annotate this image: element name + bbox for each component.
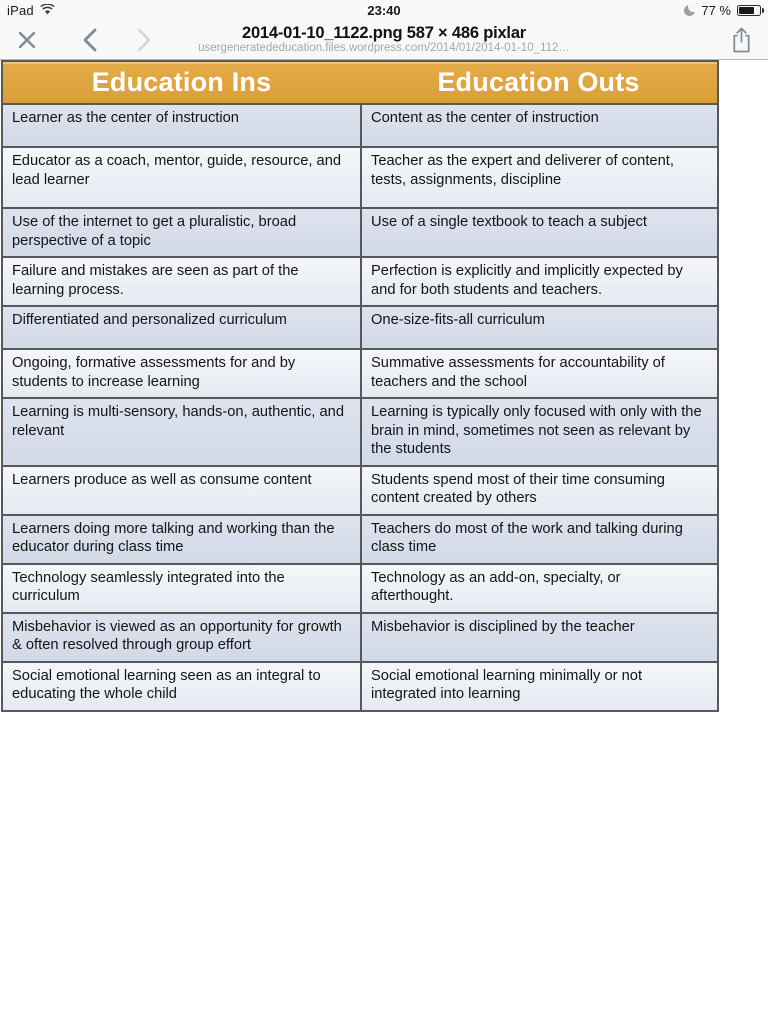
cell-education-out: Misbehavior is disciplined by the teacher: [360, 614, 717, 661]
cell-education-in: Learner as the center of instruction: [12, 110, 239, 126]
table-body: [3, 103, 717, 710]
image-url: usergeneratededucation.files.wordpress.com/2014/01/2014-01-10_112…: [198, 42, 570, 54]
cell-education-out: Students spend most of their time consuming content created by others: [360, 467, 717, 514]
status-bar: [0, 0, 768, 20]
cell-education-out: One-size-fits-all curriculum: [360, 307, 717, 348]
table-row: [3, 146, 717, 207]
cell-education-in: Educator as a coach, mentor, guide, resource, and lead learner: [12, 153, 342, 188]
education-comparison-image[interactable]: [1, 60, 719, 712]
cell-education-in: Technology seamlessly integrated into the curriculum: [12, 569, 285, 604]
battery-icon: [737, 5, 761, 16]
battery-fill: [739, 7, 754, 14]
cell-education-in: Use of the internet to get a pluralistic, broad perspective of a topic: [12, 214, 297, 249]
cell-education-in: Learners doing more talking and working than the educator during class time: [12, 520, 335, 555]
table-row: [3, 612, 717, 661]
chevron-right-icon: [137, 28, 152, 52]
image-viewer-content: [0, 60, 768, 712]
cell-education-out: Perfection is explicitly and implicitly expected by and for both students and teachers.: [360, 258, 717, 305]
status-bar-right: [684, 3, 761, 18]
column-header-education-ins: Education Ins: [91, 67, 272, 97]
table-row: [3, 207, 717, 256]
table-row: [3, 661, 717, 710]
cell-education-in: Social emotional learning seen as an integral to educating the whole child: [12, 667, 321, 702]
image-viewer-toolbar: [0, 20, 768, 60]
forward-button[interactable]: [131, 22, 158, 58]
table-row: [3, 465, 717, 514]
cell-education-out: Technology as an add-on, specialty, or afterthought.: [360, 565, 717, 612]
clock: 23:40: [367, 2, 401, 18]
share-icon: [730, 26, 753, 54]
do-not-disturb-moon-icon: [684, 5, 695, 16]
close-button[interactable]: [10, 22, 44, 58]
column-header-education-outs: Education Outs: [437, 67, 640, 97]
cell-education-in: Learning is multi-sensory, hands-on, authentic, and relevant: [12, 404, 345, 439]
cell-education-in: Failure and mistakes are seen as part of the learning process.: [12, 263, 299, 298]
cell-education-in: Differentiated and personalized curriculum: [12, 312, 287, 328]
table-row: [3, 514, 717, 563]
table-row: [3, 256, 717, 305]
back-button[interactable]: [76, 22, 103, 58]
cell-education-out: Social emotional learning minimally or not integrated into learning: [360, 663, 717, 710]
image-title: 2014-01-10_1122.png 587 × 486 pixlar: [241, 24, 527, 42]
cell-education-in: Misbehavior is viewed as an opportunity for growth & often resolved through group effort: [12, 618, 342, 653]
table-row: [3, 348, 717, 397]
toolbar-title-block: [0, 20, 768, 59]
cell-education-out: Teachers do most of the work and talking during class time: [360, 516, 717, 563]
device-label: iPad: [7, 2, 34, 18]
table-row: [3, 305, 717, 348]
cell-education-in: Ongoing, formative assessments for and by students to increase learning: [12, 355, 296, 390]
share-button[interactable]: [724, 22, 759, 58]
table-row: [3, 563, 717, 612]
cell-education-in: Learners produce as well as consume content: [12, 471, 312, 488]
cell-education-out: Use of a single textbook to teach a subject: [360, 209, 717, 256]
cell-education-out: Content as the center of instruction: [360, 105, 717, 146]
cell-education-out: Teacher as the expert and deliverer of content, tests, assignments, discipline: [360, 148, 717, 207]
table-row: [3, 397, 717, 465]
cell-education-out: Summative assessments for accountability of teachers and the school: [360, 350, 717, 397]
cell-education-out: Learning is typically only focused with only with the brain in mind, sometimes not seen as relevant by the students: [360, 399, 717, 465]
battery-percent-label: 77 %: [701, 2, 731, 18]
close-icon: [16, 29, 38, 51]
chevron-left-icon: [82, 28, 97, 52]
table-header-row: [3, 62, 717, 103]
table-row: [3, 103, 717, 146]
